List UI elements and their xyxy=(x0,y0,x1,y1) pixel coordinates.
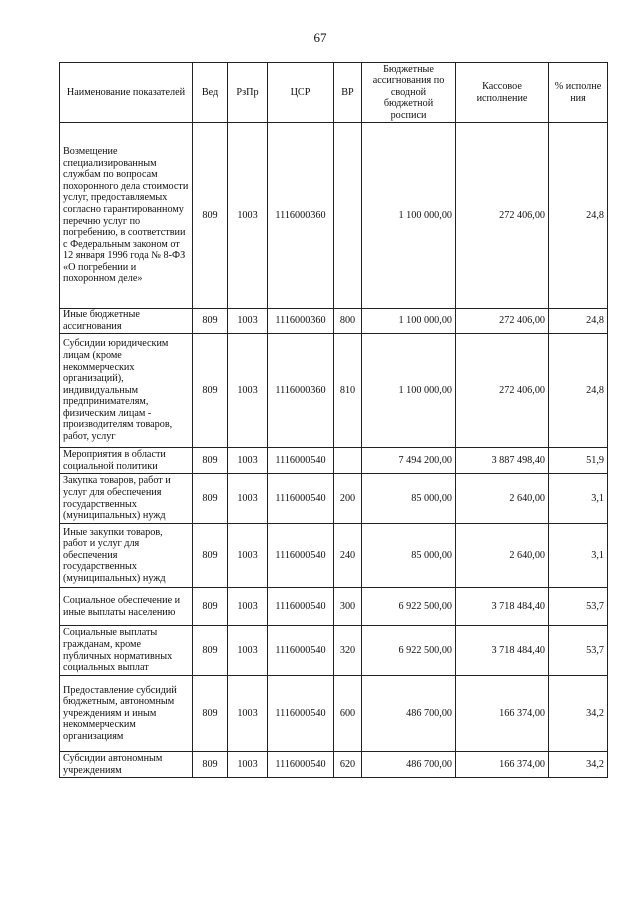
row-percent: 24,8 xyxy=(549,334,608,448)
row-rzpr: 1003 xyxy=(228,588,268,626)
col-header-name: Наименование показателей xyxy=(60,63,193,123)
row-csr: 1116000540 xyxy=(268,626,334,676)
row-csr: 1116000540 xyxy=(268,474,334,524)
row-percent: 51,9 xyxy=(549,448,608,474)
row-ved: 809 xyxy=(193,524,228,588)
row-cash: 3 887 498,40 xyxy=(456,448,549,474)
row-csr: 1116000540 xyxy=(268,752,334,778)
row-rzpr: 1003 xyxy=(228,752,268,778)
row-percent: 24,8 xyxy=(549,123,608,309)
row-percent: 53,7 xyxy=(549,588,608,626)
row-name: Закупка товаров, работ и услуг для обеспечения государственных (муниципальных) нужд xyxy=(60,474,193,524)
row-name: Субсидии юридическим лицам (кроме некоммерческих организаций), индивидуальным предпринимателям, физическим лицам - производителям товаров, работ, услуг xyxy=(60,334,193,448)
row-vr xyxy=(334,123,362,309)
col-header-assigned: Бюджетные ассигнования по сводной бюджетной росписи xyxy=(362,63,456,123)
table-row xyxy=(60,334,608,448)
row-percent: 3,1 xyxy=(549,524,608,588)
row-vr: 600 xyxy=(334,676,362,752)
row-name: Предоставление субсидий бюджетным, автономным учреждениям и иным некоммерческим организациям xyxy=(60,676,193,752)
row-csr: 1116000360 xyxy=(268,123,334,309)
row-rzpr: 1003 xyxy=(228,524,268,588)
row-rzpr: 1003 xyxy=(228,309,268,334)
row-cash: 2 640,00 xyxy=(456,524,549,588)
row-assigned: 486 700,00 xyxy=(362,676,456,752)
row-cash: 272 406,00 xyxy=(456,334,549,448)
row-rzpr: 1003 xyxy=(228,448,268,474)
row-vr: 200 xyxy=(334,474,362,524)
row-ved: 809 xyxy=(193,123,228,309)
table-row xyxy=(60,752,608,778)
row-ved: 809 xyxy=(193,334,228,448)
row-vr: 800 xyxy=(334,309,362,334)
col-header-rzpr: РзПр xyxy=(228,63,268,123)
row-cash: 272 406,00 xyxy=(456,123,549,309)
row-cash: 2 640,00 xyxy=(456,474,549,524)
row-name: Субсидии автономным учреждениям xyxy=(60,752,193,778)
row-assigned: 7 494 200,00 xyxy=(362,448,456,474)
row-vr: 300 xyxy=(334,588,362,626)
table-row xyxy=(60,626,608,676)
row-rzpr: 1003 xyxy=(228,474,268,524)
table-row xyxy=(60,123,608,309)
row-csr: 1116000540 xyxy=(268,524,334,588)
row-cash: 3 718 484,40 xyxy=(456,588,549,626)
page-number: 67 xyxy=(313,30,327,45)
col-header-vr: ВР xyxy=(334,63,362,123)
row-ved: 809 xyxy=(193,448,228,474)
row-rzpr: 1003 xyxy=(228,334,268,448)
row-vr: 320 xyxy=(334,626,362,676)
row-assigned: 1 100 000,00 xyxy=(362,334,456,448)
row-assigned: 1 100 000,00 xyxy=(362,123,456,309)
row-percent: 34,2 xyxy=(549,676,608,752)
row-ved: 809 xyxy=(193,474,228,524)
table-row xyxy=(60,524,608,588)
row-csr: 1116000360 xyxy=(268,309,334,334)
table-row xyxy=(60,309,608,334)
row-rzpr: 1003 xyxy=(228,123,268,309)
row-name: Социальное обеспечение и иные выплаты населению xyxy=(60,588,193,626)
row-cash: 272 406,00 xyxy=(456,309,549,334)
row-vr: 810 xyxy=(334,334,362,448)
col-header-ved: Вед xyxy=(193,63,228,123)
row-ved: 809 xyxy=(193,626,228,676)
row-ved: 809 xyxy=(193,676,228,752)
row-name: Социальные выплаты гражданам, кроме публичных нормативных социальных выплат xyxy=(60,626,193,676)
row-assigned: 85 000,00 xyxy=(362,474,456,524)
row-vr: 240 xyxy=(334,524,362,588)
row-ved: 809 xyxy=(193,752,228,778)
table-header-row xyxy=(60,63,608,123)
row-percent: 53,7 xyxy=(549,626,608,676)
row-cash: 3 718 484,40 xyxy=(456,626,549,676)
row-name: Иные бюджетные ассигнования xyxy=(60,309,193,334)
row-assigned: 486 700,00 xyxy=(362,752,456,778)
table-row xyxy=(60,474,608,524)
row-percent: 34,2 xyxy=(549,752,608,778)
row-percent: 3,1 xyxy=(549,474,608,524)
budget-table xyxy=(59,62,608,778)
row-cash: 166 374,00 xyxy=(456,752,549,778)
row-percent: 24,8 xyxy=(549,309,608,334)
row-cash: 166 374,00 xyxy=(456,676,549,752)
row-rzpr: 1003 xyxy=(228,626,268,676)
col-header-cash: Кассовое исполнение xyxy=(456,63,549,123)
row-csr: 1116000540 xyxy=(268,588,334,626)
row-csr: 1116000360 xyxy=(268,334,334,448)
row-ved: 809 xyxy=(193,588,228,626)
col-header-percent: % исполне ния xyxy=(549,63,608,123)
row-name: Иные закупки товаров, работ и услуг для обеспечения государственных (муниципальных) нужд xyxy=(60,524,193,588)
row-assigned: 6 922 500,00 xyxy=(362,626,456,676)
row-ved: 809 xyxy=(193,309,228,334)
row-assigned: 1 100 000,00 xyxy=(362,309,456,334)
table-row xyxy=(60,448,608,474)
row-csr: 1116000540 xyxy=(268,448,334,474)
row-vr: 620 xyxy=(334,752,362,778)
row-rzpr: 1003 xyxy=(228,676,268,752)
row-assigned: 85 000,00 xyxy=(362,524,456,588)
col-header-csr: ЦСР xyxy=(268,63,334,123)
row-csr: 1116000540 xyxy=(268,676,334,752)
row-vr xyxy=(334,448,362,474)
table-row xyxy=(60,588,608,626)
row-name: Возмещение специализированным службам по вопросам похоронного дела стоимости услуг, предоставляемых согласно гарантированному перечню услуг по погребению, в соответствии с Федеральным законом от 12 января 1996 года № 8-ФЗ «О погребении и похоронном деле» xyxy=(60,123,193,309)
row-name: Мероприятия в области социальной политики xyxy=(60,448,193,474)
table-row xyxy=(60,676,608,752)
row-assigned: 6 922 500,00 xyxy=(362,588,456,626)
